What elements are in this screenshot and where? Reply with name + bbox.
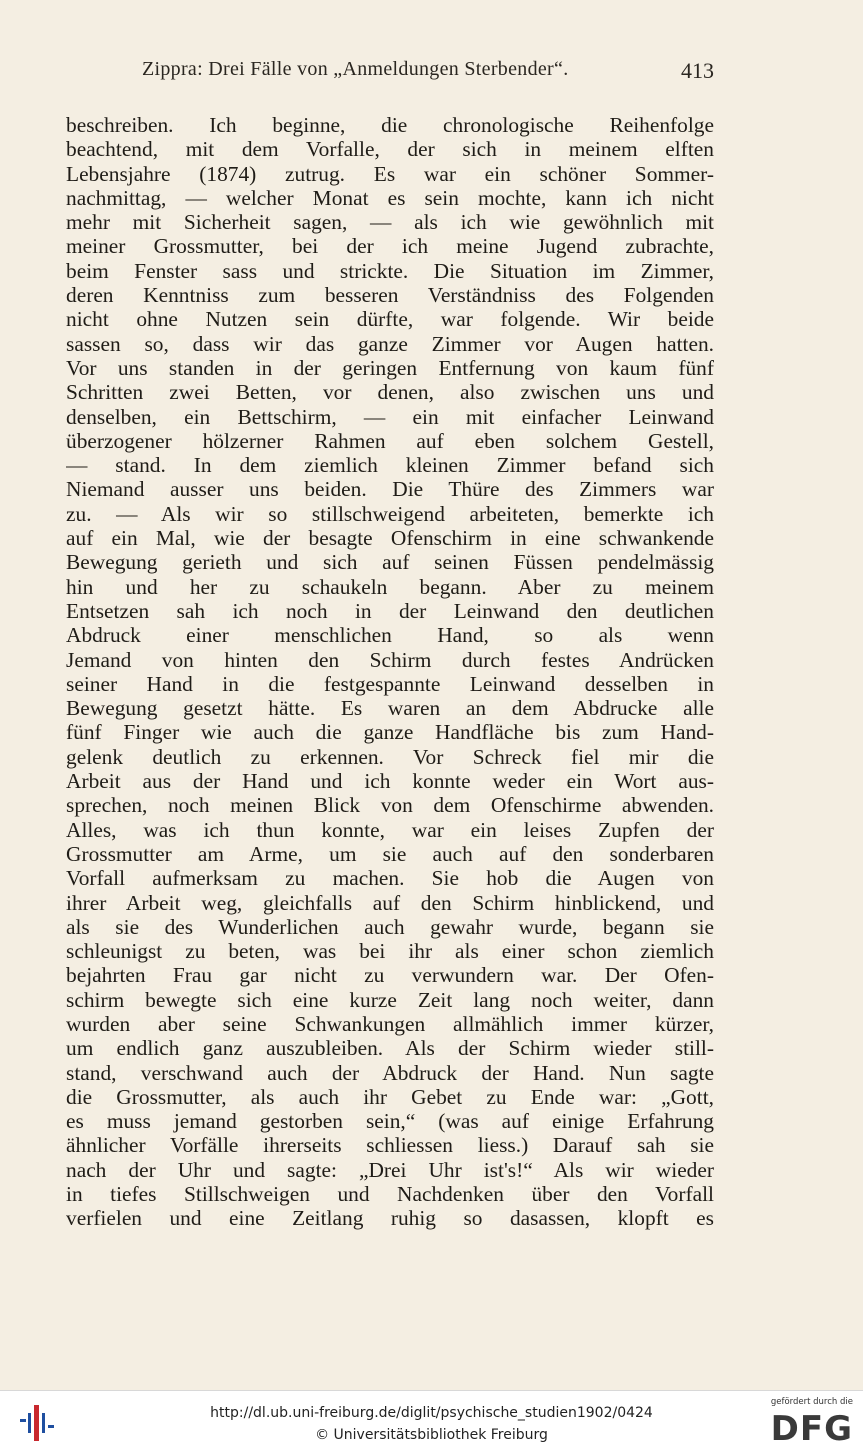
text-line: wurden aber seine Schwankungen allmählich immer kürzer,: [66, 1011, 714, 1036]
text-line: Vor uns standen in der geringen Entfernung von kaum fünf: [66, 355, 714, 380]
text-line: schleunigst zu beten, was bei ihr als einer schon ziemlich: [66, 939, 714, 964]
text-line: hin und her zu schaukeln begann. Aber zu meinem: [66, 574, 714, 599]
text-line: schirm bewegte sich eine kurze Zeit lang noch weiter, dann: [66, 987, 714, 1012]
text-line: Niemand ausser uns beiden. Die Thüre des Zimmers war: [66, 477, 714, 502]
dfg-logo-icon: [761, 1397, 853, 1451]
text-line: Jemand von hinten den Schirm durch festes Andrücken: [66, 647, 714, 672]
text-line: Schritten zwei Betten, vor denen, also zwischen uns und: [66, 380, 714, 405]
text-line: gelenk deutlich zu erkennen. Vor Schreck fiel mir die: [66, 744, 714, 769]
text-line: Abdruck einer menschlichen Hand, so als wenn: [66, 623, 714, 648]
text-line: Bewegung gesetzt hätte. Es waren an dem Abdrucke alle: [66, 696, 714, 721]
text-line: Lebensjahre (1874) zutrug. Es war ein schöner Sommer-: [66, 161, 714, 186]
text-line: Vorfall aufmerksam zu machen. Sie hob die Augen von: [66, 866, 714, 891]
text-line: seiner Hand in die festgespannte Leinwand desselben in: [66, 671, 714, 696]
text-line: ihrer Arbeit weg, gleichfalls auf den Schirm hinblickend, und: [66, 890, 714, 915]
text-line: sprechen, noch meinen Blick von dem Ofenschirme abwenden.: [66, 793, 714, 818]
dfg-logo-text: DFG: [770, 1409, 853, 1449]
dfg-caption: gefördert durch die: [770, 1397, 853, 1407]
body-text: [66, 113, 714, 1231]
text-line: überzogener hölzerner Rahmen auf eben solchem Gestell,: [66, 428, 714, 453]
text-line: fünf Finger wie auch die ganze Handfläche bis zum Hand-: [66, 720, 714, 745]
running-header: [66, 58, 714, 88]
text-line: stand, verschwand auch der Abdruck der Hand. Nun sagte: [66, 1060, 714, 1085]
text-line: zu. — Als wir so stillschweigend arbeiteten, bemerkte ich: [66, 501, 714, 526]
page-number: 413: [681, 58, 714, 83]
text-line: denselben, ein Bettschirm, — ein mit einfacher Leinwand: [66, 404, 714, 429]
text-line: nachmittag, — welcher Monat es sein mochte, kann ich nicht: [66, 185, 714, 210]
text-line: verfielen und eine Zeitlang ruhig so dasassen, klopft es: [66, 1206, 714, 1231]
text-line: sassen so, dass wir das ganze Zimmer vor Augen hatten.: [66, 331, 714, 356]
viewer-footer: [0, 1390, 863, 1455]
text-line: meiner Grossmutter, bei der ich meine Jugend zubrachte,: [66, 234, 714, 259]
text-line: beachtend, mit dem Vorfalle, der sich in meinem elften: [66, 137, 714, 162]
text-line: Alles, was ich thun konnte, war ein leises Zupfen der: [66, 817, 714, 842]
text-line: als sie des Wunderlichen auch gewahr wurde, begann sie: [66, 914, 714, 939]
text-line: bejahrten Frau gar nicht zu verwundern war. Der Ofen-: [66, 963, 714, 988]
header-title: Zippra: Drei Fälle von „Anmeldungen Sterbender“.: [142, 58, 569, 80]
text-line: um endlich ganz auszubleiben. Als der Schirm wieder still-: [66, 1036, 714, 1061]
text-line: — stand. In dem ziemlich kleinen Zimmer befand sich: [66, 453, 714, 478]
document-url[interactable]: http://dl.ub.uni-freiburg.de/diglit/psychische_studien1902/0424: [210, 1405, 653, 1421]
text-line: Arbeit aus der Hand und ich konnte weder ein Wort aus-: [66, 769, 714, 794]
text-line: deren Kenntniss zum besseren Verständniss des Folgenden: [66, 283, 714, 308]
text-line: auf ein Mal, wie der besagte Ofenschirm in eine schwankende: [66, 526, 714, 551]
text-line: beschreiben. Ich beginne, die chronologische Reihenfolge: [66, 113, 714, 137]
text-line: Grossmutter am Arme, um sie auch auf den sonderbaren: [66, 841, 714, 866]
text-line: Entsetzen sah ich noch in der Leinwand den deutlichen: [66, 598, 714, 623]
text-line: die Grossmutter, als auch ihr Gebet zu Ende war: „Gott,: [66, 1084, 714, 1109]
text-line: mehr mit Sicherheit sagen, — als ich wie gewöhnlich mit: [66, 210, 714, 235]
text-line: nicht ohne Nutzen sein dürfte, war folgende. Wir beide: [66, 307, 714, 332]
copyright-notice: © Universitätsbibliothek Freiburg: [315, 1427, 548, 1443]
text-line: beim Fenster sass und strickte. Die Situation im Zimmer,: [66, 258, 714, 283]
text-line: nach der Uhr und sagte: „Drei Uhr ist's!“ Als wir wieder: [66, 1157, 714, 1182]
text-line: ähnlicher Vorfälle ihrerseits schliessen liess.) Darauf sah sie: [66, 1133, 714, 1158]
text-line: in tiefes Stillschweigen und Nachdenken über den Vorfall: [66, 1182, 714, 1207]
text-line: es muss jemand gestorben sein,“ (was auf einige Erfahrung: [66, 1109, 714, 1134]
text-line: Bewegung gerieth und sich auf seinen Füssen pendelmässig: [66, 550, 714, 575]
